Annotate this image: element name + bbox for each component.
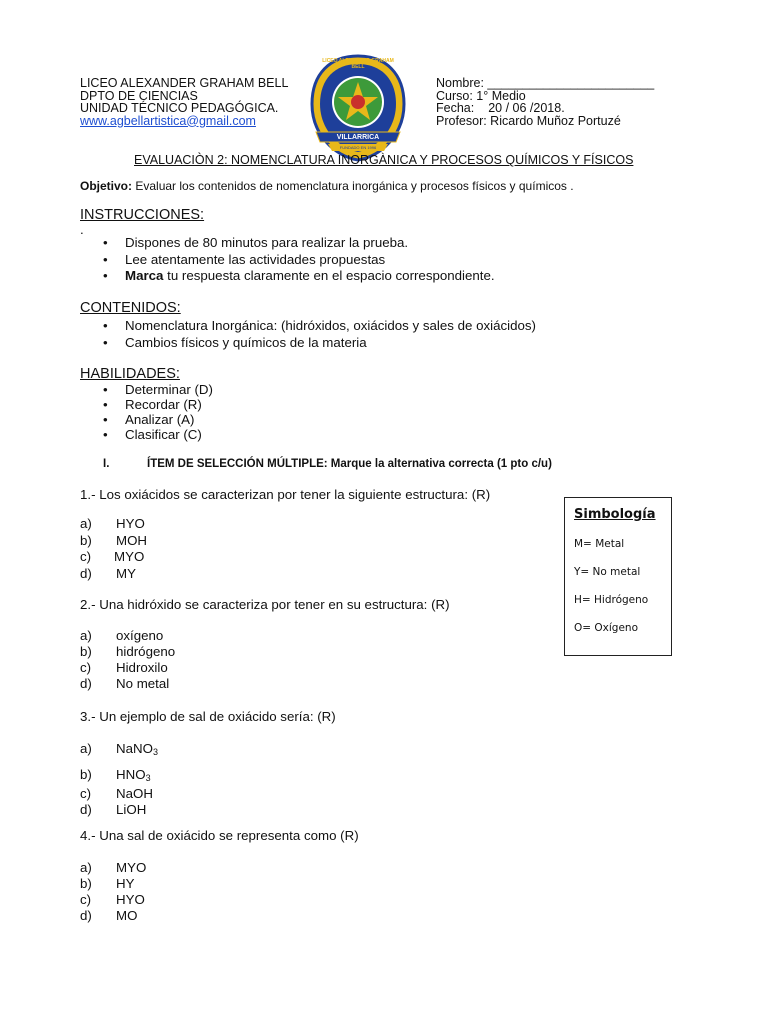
option[interactable]: a) HYO <box>80 516 145 531</box>
skill-item: • Recordar (R) <box>103 397 213 412</box>
option[interactable]: d) No metal <box>80 676 170 691</box>
objective <box>80 179 574 193</box>
question-4: 4.- Una sal de oxiácido se representa como (R) <box>80 828 359 843</box>
option[interactable]: d) LiOH <box>80 802 147 817</box>
question-2-options <box>80 628 175 692</box>
header-right <box>436 77 654 127</box>
contents-heading: CONTENIDOS: <box>80 300 181 316</box>
exam-title: EVALUACIÒN 2: NOMENCLATURA INORGÀNICA Y PROCESOS QUÍMICOS Y FÍSICOS <box>134 153 634 167</box>
symbology-box <box>564 497 672 656</box>
teacher: Profesor: Ricardo Muñoz Portuzé <box>436 113 621 128</box>
question-4-options <box>80 860 146 924</box>
date: Fecha: 20 / 06 /2018. <box>436 101 565 115</box>
option[interactable]: a) oxígeno <box>80 628 164 643</box>
logo-founded-text: FUNDADO EN 1996 <box>339 145 377 150</box>
symbology-title: Simbología <box>574 507 656 522</box>
symbology-row: H= Hidrógeno <box>574 594 649 606</box>
skills-heading: HABILIDADES: <box>80 366 180 382</box>
question-2: 2.- Una hidróxido se caracteriza por tener en su estructura: (R) <box>80 597 450 612</box>
content-item: • Nomenclatura Inorgánica: (hidróxidos, oxiácidos y sales de oxiácidos) <box>103 317 536 334</box>
option[interactable]: c) NaOH <box>80 786 153 801</box>
option[interactable]: b) MOH <box>80 532 148 548</box>
objective-text: Evaluar los contenidos de nomenclatura inorgánica y procesos físicos y químicos . <box>132 179 574 193</box>
symbology-row: M= Metal <box>574 538 625 550</box>
school-name: LICEO ALEXANDER GRAHAM BELL <box>80 76 289 90</box>
option[interactable]: a) MYO <box>80 860 147 875</box>
unit-name: UNIDAD TÉCNICO PEDAGÓGICA. <box>80 101 279 115</box>
logo-ribbon-text: VILLARRICA <box>336 134 380 141</box>
content-item: • Cambios físicos y químicos de la materia <box>103 334 536 351</box>
option[interactable]: d) MO <box>80 908 138 923</box>
logo-arc-text: LICEO ALEXANDER GRAHAM BELL <box>322 58 394 70</box>
objective-label: Objetivo: <box>80 179 133 193</box>
header-left <box>80 77 288 127</box>
symbology-row: Y= No metal <box>574 566 641 578</box>
option[interactable]: b) $HNO_3$ <box>80 767 151 783</box>
email-link[interactable]: www.agbellartistica@gmail.com <box>80 113 256 128</box>
option[interactable]: c) HYO <box>80 892 145 907</box>
section-number: I. <box>103 458 110 470</box>
contents-list <box>103 317 536 351</box>
question-1-options <box>80 516 147 582</box>
department: DPTO DE CIENCIAS <box>80 88 198 103</box>
instructions-heading: INSTRUCCIONES: <box>80 207 205 223</box>
student-name-field[interactable]: Nombre: ________________________ <box>436 76 655 90</box>
course: Curso: 1° Medio <box>436 88 526 103</box>
skills-list <box>103 382 213 442</box>
option[interactable]: a) NaNO$_3$ <box>80 741 158 757</box>
section-label: ÍTEM DE SELECCIÓN MÚLTIPLE: Marque la alternativa correcta (1 pto c/u) <box>147 458 552 470</box>
skill-item: • Analizar (A) <box>103 412 213 427</box>
option[interactable]: b) hidrógeno <box>80 644 176 659</box>
question-1: 1.- Los oxiácidos se caracterizan por tener la siguiente estructura: (R) <box>80 487 491 502</box>
option[interactable]: c) MYO <box>80 549 145 564</box>
option[interactable]: c) Hidroxilo <box>80 660 168 675</box>
option[interactable]: d) MY <box>80 565 136 581</box>
symbology-row: O= Oxígeno <box>574 622 638 634</box>
instruction-item: • Marca tu respuesta claramente en el espacio correspondiente. <box>103 268 495 285</box>
question-3-options <box>80 741 158 818</box>
instruction-item: • Lee atentamente las actividades propuestas <box>103 252 495 269</box>
skill-item: • Determinar (D) <box>103 382 213 397</box>
instruction-item: • Dispones de 80 minutos para realizar la prueba. <box>103 235 495 252</box>
option[interactable]: b) HY <box>80 876 135 891</box>
question-3: 3.- Un ejemplo de sal de oxiácido sería: (R) <box>80 709 336 724</box>
skill-item: • Clasificar (C) <box>103 427 213 442</box>
instructions-dot: . <box>80 222 84 237</box>
instructions-list <box>103 235 495 285</box>
